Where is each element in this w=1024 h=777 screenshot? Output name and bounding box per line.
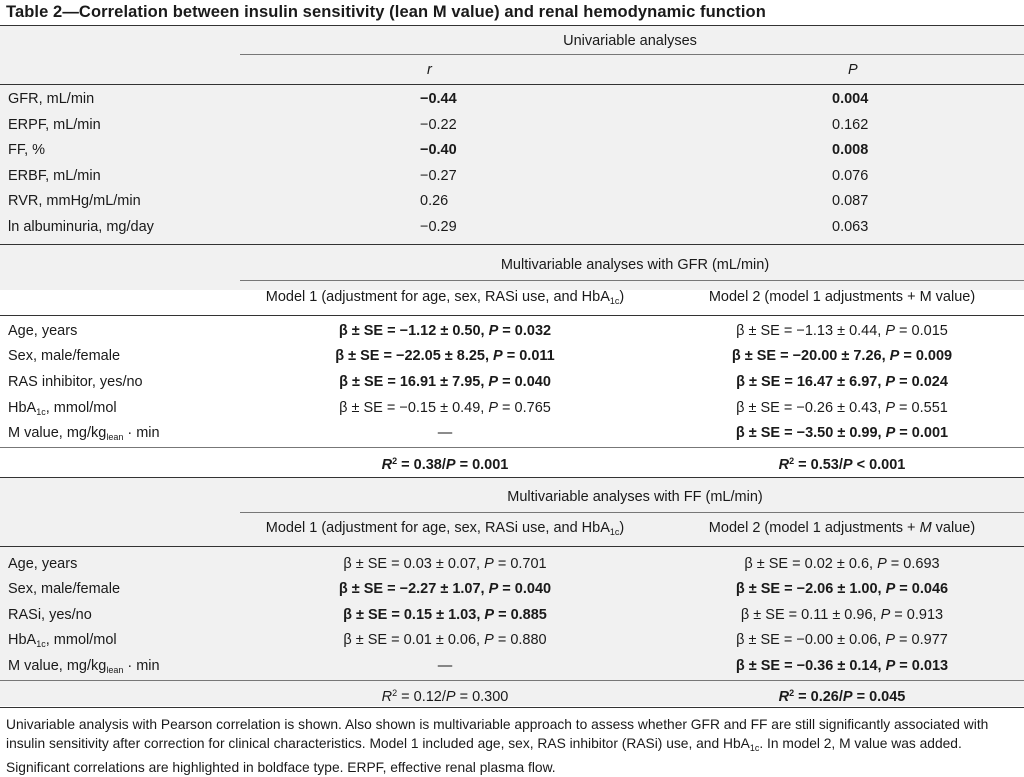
ff-row-label: Sex, male/female xyxy=(8,581,121,597)
gfr-row-model2: β ± SE = −1.13 ± 0.44, P = 0.015 xyxy=(736,323,948,339)
ff-header: Multivariable analyses with FF (mL/min) xyxy=(507,489,763,505)
gfr-row-model2: β ± SE = 16.47 ± 6.97, P = 0.024 xyxy=(736,374,948,390)
univariable-row-label: FF, % xyxy=(8,142,46,158)
table-title: Table 2—Correlation between insulin sensitivity (lean M value) and renal hemodynamic function xyxy=(6,3,766,21)
gfr-r2-model2: $R^2 = 0.53/P < 0.001$ xyxy=(778,456,906,473)
univariable-row-label: GFR, mL/min xyxy=(8,91,95,107)
univariable-row-p: 0.087 xyxy=(832,193,869,209)
rule-gfr-sub xyxy=(240,280,1024,281)
gfr-row-model1: β ± SE = −1.12 ± 0.50, P = 0.032 xyxy=(338,323,552,339)
ff-row-model1: β ± SE = 0.03 ± 0.07, P = 0.701 xyxy=(343,556,547,572)
gfr-row-model1: β ± SE = 16.91 ± 7.95, P = 0.040 xyxy=(339,374,551,390)
univariable-row-label: ln albuminuria, mg/day xyxy=(8,219,154,235)
univariable-row-p: 0.008 xyxy=(832,142,869,158)
ff-model1-header: Model 1 (adjustment for age, sex, RASi use, and HbA$_{1c}$) xyxy=(265,520,625,537)
univariable-row-r: −0.40 xyxy=(420,142,457,158)
ff-row-model1: β ± SE = −2.27 ± 1.07, P = 0.040 xyxy=(338,581,552,597)
gfr-row-model2: β ± SE = −0.26 ± 0.43, P = 0.551 xyxy=(736,400,948,416)
rule-ff-sub xyxy=(240,512,1024,513)
univariable-row-r: −0.22 xyxy=(420,117,457,133)
ff-row-model2: β ± SE = −2.06 ± 1.00, P = 0.046 xyxy=(735,581,949,597)
univariable-band xyxy=(0,26,1024,290)
univariable-row-r: −0.29 xyxy=(420,219,457,235)
gfr-row-model1: β ± SE = −0.15 ± 0.49, P = 0.765 xyxy=(339,400,551,416)
gfr-row-model2: β ± SE = −3.50 ± 0.99, P = 0.001 xyxy=(735,425,949,441)
univariable-row-p: 0.162 xyxy=(832,117,869,133)
ff-row-model1: β ± SE = 0.01 ± 0.06, P = 0.880 xyxy=(343,632,547,648)
univariable-row-p: 0.076 xyxy=(832,168,869,184)
gfr-row-label: HbA$_{1c}$, mmol/mol xyxy=(8,400,117,417)
gfr-row-label: Sex, male/female xyxy=(8,348,121,364)
ff-row-model1: — xyxy=(437,658,453,674)
ff-row-model2: β ± SE = 0.02 ± 0.6, P = 0.693 xyxy=(744,556,940,572)
ff-model2-header: Model 2 (model 1 adjustments + M value) xyxy=(708,520,976,536)
gfr-row-model2: β ± SE = −20.00 ± 7.26, P = 0.009 xyxy=(731,348,953,364)
ff-row-label: RASi, yes/no xyxy=(8,607,92,623)
gfr-row-model1: β ± SE = −22.05 ± 8.25, P = 0.011 xyxy=(335,348,555,364)
univariable-row-label: RVR, mmHg/mL/min xyxy=(8,193,141,209)
gfr-model1-header: Model 1 (adjustment for age, sex, RASi use, and HbA$_{1c}$) xyxy=(265,289,625,306)
univariable-row-r: 0.26 xyxy=(420,193,449,209)
gfr-model2-header: Model 2 (model 1 adjustments + M value) xyxy=(708,289,976,305)
ff-r2-model2: $R^2 = 0.26/P = 0.045$ xyxy=(778,688,906,705)
rule-top xyxy=(0,25,1024,26)
table-footnote: Univariable analysis with Pearson correlation is shown. Also shown is multivariable approach to assess whether GFR and FF are still significantly associated with insulin sensitivity after correction for clinical characteristics. Model 1 included age, sex, RAS inhibitor (RASi) use, and HbA$_{1c}$. In model 2, M value was added. Significant correlations are highlighted in boldface type. ERPF, effective renal plasma flow. xyxy=(6,717,989,775)
ff-row-label: Age, years xyxy=(8,556,78,572)
rule-univariable-sub xyxy=(240,54,1024,55)
gfr-row-label: M value, $mg/kg_{lean} \cdot \min$ xyxy=(8,425,160,442)
ff-r2-model1: $R^2 = 0.12/P = 0.300$ xyxy=(381,688,509,705)
rule-gfr-head xyxy=(0,315,1024,316)
univariable-row-p: 0.063 xyxy=(832,219,869,235)
univariable-header: Univariable analyses xyxy=(563,33,697,49)
ff-row-label: HbA$_{1c}$, mmol/mol xyxy=(8,632,117,649)
rule-ff-r2 xyxy=(0,680,1024,681)
gfr-row-model1: — xyxy=(437,425,453,441)
univariable-row-p: 0.004 xyxy=(832,91,869,107)
gfr-row-label: RAS inhibitor, yes/no xyxy=(8,374,143,390)
rule-ff-head xyxy=(0,546,1024,547)
gfr-header: Multivariable analyses with GFR (mL/min) xyxy=(500,257,770,273)
rule-univariable-end xyxy=(0,244,1024,245)
col-r-header: r xyxy=(427,62,432,78)
ff-row-model2: β ± SE = 0.11 ± 0.96, P = 0.913 xyxy=(740,607,944,623)
univariable-row-label: ERBF, mL/min xyxy=(8,168,101,184)
univariable-row-r: −0.44 xyxy=(420,91,457,107)
gfr-r2-model1: $R^2 = 0.38/P = 0.001$ xyxy=(381,456,509,473)
gfr-row-label: Age, years xyxy=(8,323,78,339)
ff-row-model1: β ± SE = 0.15 ± 1.03, P = 0.885 xyxy=(343,607,547,623)
rule-bottom xyxy=(0,707,1024,708)
col-p-header: P xyxy=(848,62,858,78)
ff-row-label: M value, $mg/kg_{lean} \cdot \min$ xyxy=(8,658,160,675)
rule-gfr-r2 xyxy=(0,447,1024,448)
rule-univariable-head xyxy=(0,84,1024,85)
univariable-row-r: −0.27 xyxy=(420,168,457,184)
ff-row-model2: β ± SE = −0.00 ± 0.06, P = 0.977 xyxy=(736,632,948,648)
univariable-row-label: ERPF, mL/min xyxy=(8,117,101,133)
ff-row-model2: β ± SE = −0.36 ± 0.14, P = 0.013 xyxy=(735,658,949,674)
